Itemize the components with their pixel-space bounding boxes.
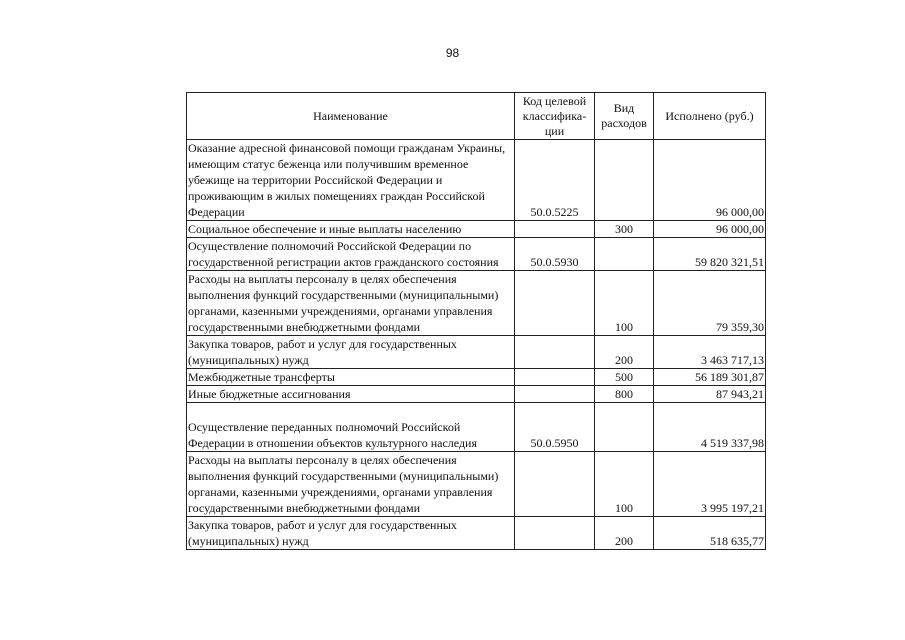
table-row: [187, 452, 766, 517]
row-code: [515, 369, 595, 386]
table-row: [187, 517, 766, 550]
row-kind: 300: [595, 221, 654, 238]
row-sum: 3 995 197,21: [654, 452, 766, 517]
row-code: [515, 517, 595, 550]
row-sum: 96 000,00: [654, 221, 766, 238]
row-name: Межбюджетные трансферты: [187, 369, 515, 386]
row-name: Закупка товаров, работ и услуг для государственных (муниципальных) нужд: [187, 336, 515, 369]
budget-table: [186, 92, 766, 550]
row-name-text: Осуществление переданных полномочий Российской Федерации в отношении объектов культурного наследия: [188, 420, 477, 450]
row-kind: [595, 140, 654, 221]
table-row: [187, 271, 766, 336]
table-row: [187, 336, 766, 369]
header-kind: Вид расходов: [595, 93, 654, 140]
row-code: 50.0.5950: [515, 403, 595, 452]
page-number: 98: [445, 46, 460, 60]
table-row: [187, 403, 766, 452]
row-sum: 518 635,77: [654, 517, 766, 550]
row-kind: 500: [595, 369, 654, 386]
row-code: [515, 271, 595, 336]
row-name: Закупка товаров, работ и услуг для государственных (муниципальных) нужд: [187, 517, 515, 550]
row-code: [515, 452, 595, 517]
header-name: Наименование: [187, 93, 515, 140]
row-sum: 79 359,30: [654, 271, 766, 336]
row-kind: 100: [595, 271, 654, 336]
table-header-row: [187, 93, 766, 140]
row-kind: [595, 403, 654, 452]
row-name: Иные бюджетные ассигнования: [187, 386, 515, 403]
row-code: 50.0.5930: [515, 238, 595, 271]
row-sum: 4 519 337,98: [654, 403, 766, 452]
table-row: [187, 238, 766, 271]
row-sum: 56 189 301,87: [654, 369, 766, 386]
row-kind: 200: [595, 336, 654, 369]
table-row: [187, 386, 766, 403]
header-sum: Исполнено (руб.): [654, 93, 766, 140]
row-name: Осуществление полномочий Российской Федерации по государственной регистрации актов гражданского состояния: [187, 238, 515, 271]
row-sum: 96 000,00: [654, 140, 766, 221]
table-row: [187, 140, 766, 221]
row-sum: 3 463 717,13: [654, 336, 766, 369]
table-row: [187, 369, 766, 386]
row-name: Оказание адресной финансовой помощи гражданам Украины, имеющим статус беженца или получившим временное убежище на территории Российской Федерации и проживающим в жилых помещениях граждан Российской Федерации: [187, 140, 515, 221]
row-name: Социальное обеспечение и иные выплаты населению: [187, 221, 515, 238]
row-name: Расходы на выплаты персоналу в целях обеспечения выполнения функций государственными (муниципальными) органами, казенными учреждениями, органами управления государственными внебюджетными фондами: [187, 452, 515, 517]
row-code: [515, 336, 595, 369]
row-name: [187, 403, 515, 452]
row-kind: [595, 238, 654, 271]
row-kind: 200: [595, 517, 654, 550]
row-code: 50.0.5225: [515, 140, 595, 221]
row-code: [515, 221, 595, 238]
row-sum: 59 820 321,51: [654, 238, 766, 271]
row-sum: 87 943,21: [654, 386, 766, 403]
row-code: [515, 386, 595, 403]
table-row: [187, 221, 766, 238]
header-code: Код целевой классифика-ции: [515, 93, 595, 140]
row-name: Расходы на выплаты персоналу в целях обеспечения выполнения функций государственными (муниципальными) органами, казенными учреждениями, органами управления государственными внебюджетными фондами: [187, 271, 515, 336]
row-kind: 100: [595, 452, 654, 517]
row-kind: 800: [595, 386, 654, 403]
